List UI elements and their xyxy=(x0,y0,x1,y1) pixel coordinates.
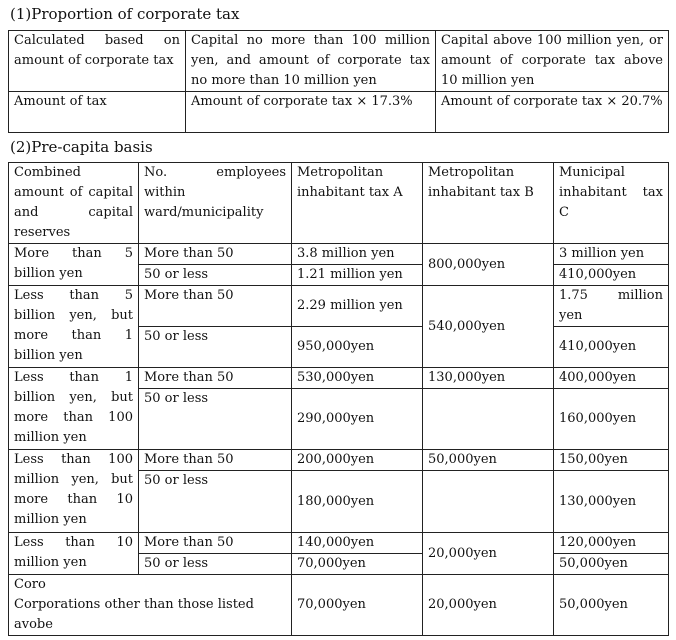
tax-a-cell: 180,000yen xyxy=(292,471,423,533)
capital-cell: Less than 100 million yen, but more than 10 million yen xyxy=(9,450,139,533)
employees-cell: More than 50 xyxy=(139,450,292,471)
tax-a-cell: 200,000yen xyxy=(292,450,423,471)
tax-b-cell: 20,000yen xyxy=(423,575,554,636)
capital-cell: More than 5 billion yen xyxy=(9,244,139,286)
tax-a-cell: 290,000yen xyxy=(292,389,423,450)
table-row xyxy=(9,575,669,636)
tax-c-cell: 400,000yen xyxy=(554,368,669,389)
employees-cell: More than 50 xyxy=(139,244,292,265)
employees-cell: More than 50 xyxy=(139,533,292,554)
tax-c-cell: 410,000yen xyxy=(554,265,669,286)
header-cell: Capital above 100 million yen, or amount of corporate tax above 10 million yen xyxy=(436,31,669,92)
tax-c-cell: 50,000yen xyxy=(554,575,669,636)
table-row xyxy=(9,533,669,554)
tax-a-cell: 1.21 million yen xyxy=(292,265,423,286)
tax-c-cell: 410,000yen xyxy=(554,327,669,368)
tax-b-cell: 800,000yen xyxy=(423,244,554,286)
tax-a-cell: 140,000yen xyxy=(292,533,423,554)
table-row xyxy=(9,163,669,244)
tax-c-cell: 50,000yen xyxy=(554,554,669,575)
tax-a-cell: 3.8 million yen xyxy=(292,244,423,265)
tax-b-cell: 540,000yen xyxy=(423,286,554,368)
per-capita-basis-table xyxy=(8,162,669,636)
employees-cell: 50 or less xyxy=(139,389,292,450)
corporate-tax-proportion-table xyxy=(8,30,669,133)
tax-b-cell: 50,000yen xyxy=(423,450,554,471)
employees-cell: 50 or less xyxy=(139,554,292,575)
tax-b-cell xyxy=(423,471,554,533)
capital-cell: Less than 5 billion yen, but more than 1 billion yen xyxy=(9,286,139,368)
section-2-heading: (2)Pre-capita basis xyxy=(10,138,153,156)
header-cell: Calculated based on amount of corporate tax xyxy=(9,31,186,92)
header-cell: Metropolitan inhabitant tax A xyxy=(292,163,423,244)
tax-b-cell: 20,000yen xyxy=(423,533,554,575)
employees-cell: More than 50 xyxy=(139,286,292,327)
table-row xyxy=(9,244,669,265)
tax-c-cell: 130,000yen xyxy=(554,471,669,533)
tax-a-cell: 950,000yen xyxy=(292,327,423,368)
other-corporations-label-line1: Coro xyxy=(14,577,46,592)
tax-a-cell: 70,000yen xyxy=(292,575,423,636)
header-cell: Capital no more than 100 million yen, and amount of corporate tax no more than 10 million yen xyxy=(186,31,436,92)
table-cell: Amount of corporate tax × 20.7% xyxy=(436,92,669,133)
table-row xyxy=(9,286,669,327)
table-row xyxy=(9,92,669,133)
tax-b-cell: 130,000yen xyxy=(423,368,554,389)
tax-c-cell: 160,000yen xyxy=(554,389,669,450)
tax-c-cell: 1.75 million yen xyxy=(554,286,669,327)
table-cell: Amount of corporate tax × 17.3% xyxy=(186,92,436,133)
tax-a-cell: 2.29 million yen xyxy=(292,286,423,327)
capital-cell: Less than 10 million yen xyxy=(9,533,139,575)
tax-a-cell: 70,000yen xyxy=(292,554,423,575)
tax-c-cell: 120,000yen xyxy=(554,533,669,554)
header-cell: No. employees within ward/municipality xyxy=(139,163,292,244)
tax-b-cell xyxy=(423,389,554,450)
header-cell: Municipal inhabitant tax C xyxy=(554,163,669,244)
capital-cell: Less than 1 billion yen, but more than 100 million yen xyxy=(9,368,139,450)
tax-c-cell: 3 million yen xyxy=(554,244,669,265)
table-row xyxy=(9,31,669,92)
section-1-heading: (1)Proportion of corporate tax xyxy=(10,5,240,23)
table-row xyxy=(9,368,669,389)
other-corporations-label-line2: Corporations other than those listed avobe xyxy=(14,597,254,632)
employees-cell: 50 or less xyxy=(139,327,292,368)
tax-c-cell: 150,00yen xyxy=(554,450,669,471)
employees-cell: More than 50 xyxy=(139,368,292,389)
other-corporations-cell xyxy=(9,575,292,636)
row-label: Amount of tax xyxy=(9,92,186,133)
employees-cell: 50 or less xyxy=(139,471,292,533)
employees-cell: 50 or less xyxy=(139,265,292,286)
header-cell: Metropolitan inhabitant tax B xyxy=(423,163,554,244)
header-cell: Combined amount of capital and capital reserves xyxy=(9,163,139,244)
table-row xyxy=(9,450,669,471)
tax-a-cell: 530,000yen xyxy=(292,368,423,389)
